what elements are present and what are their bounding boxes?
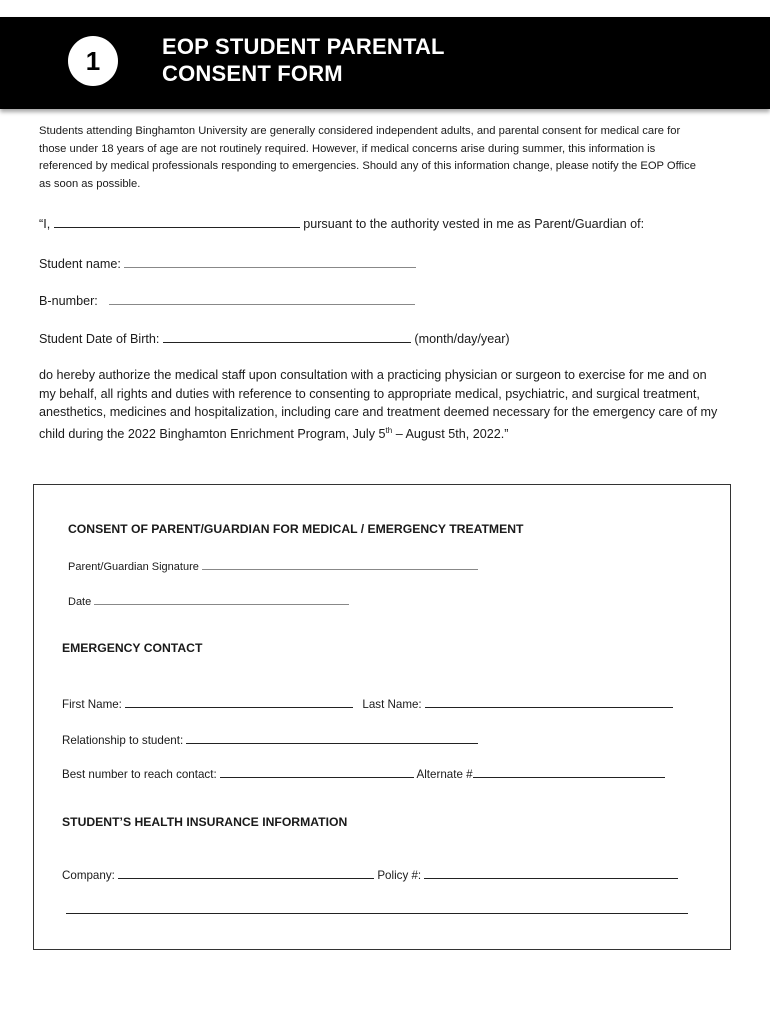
first-name-label: First Name: <box>62 698 122 711</box>
best-number-field[interactable] <box>220 765 414 778</box>
form-title-line1: EOP STUDENT PARENTAL <box>162 34 445 59</box>
dob-row <box>39 330 510 346</box>
authorization-end: – August 5th, 2022.” <box>392 426 509 441</box>
dob-format: (month/day/year) <box>414 332 510 346</box>
consent-heading: CONSENT OF PARENT/GUARDIAN FOR MEDICAL / EMERGENCY TREATMENT <box>68 522 524 536</box>
first-name-field[interactable] <box>125 695 353 708</box>
form-title-line2: CONSENT FORM <box>162 61 343 86</box>
student-name-label: Student name: <box>39 257 121 271</box>
declaration-open: “I, <box>39 217 51 231</box>
intro-paragraph: Students attending Binghamton University are generally considered independent adults, and parental consent for medical care for those under 18 years of age are not routinely required. However, if medical concerns arise during summer, this information is referenced by medical professionals responding to emergencies. Should any of this information change, please notify the EOP Office as soon as possible. <box>39 125 696 191</box>
signature-field[interactable] <box>202 557 478 570</box>
guardian-name-field[interactable] <box>54 215 300 228</box>
date-label: Date <box>68 596 92 608</box>
last-name-field[interactable] <box>425 695 673 708</box>
form-number-badge: 1 <box>68 36 118 86</box>
insurance-heading: STUDENT’S HEALTH INSURANCE INFORMATION <box>62 815 348 829</box>
contact-name-row <box>62 695 673 711</box>
emergency-heading: EMERGENCY CONTACT <box>62 641 203 655</box>
alternate-number-field[interactable] <box>473 765 665 778</box>
insurance-extra-row <box>66 901 688 919</box>
authorization-text: do hereby authorize the medical staff upon consultation with a practicing physician or surgeon to exercise for me and on my behalf, all rights and duties with reference to consenting to appropriate medical, psychiatric, and surgical treatment, anesthetics, medicines and hospitalization, including care and treatment deemed necessary for the emergency care of my child during the 2022 Binghamton Enrichment Program, July 5 <box>39 368 718 441</box>
phone-row <box>62 765 665 781</box>
form-title <box>162 33 445 87</box>
policy-field[interactable] <box>424 866 678 879</box>
declaration-line <box>39 215 644 231</box>
student-name-row <box>39 255 416 271</box>
declaration-rest: pursuant to the authority vested in me as Parent/Guardian of: <box>303 217 645 231</box>
authorization-sup: th <box>385 425 393 435</box>
date-row <box>68 592 349 608</box>
relationship-row <box>62 731 478 747</box>
bnumber-row <box>39 292 415 308</box>
relationship-label: Relationship to student: <box>62 734 184 747</box>
signature-row <box>68 557 478 573</box>
company-label: Company: <box>62 869 115 882</box>
date-field[interactable] <box>94 592 349 605</box>
student-name-field[interactable] <box>124 255 416 268</box>
alternate-label: Alternate # <box>416 768 473 781</box>
dob-field[interactable] <box>163 330 411 343</box>
consent-box <box>33 484 731 950</box>
last-name-label: Last Name: <box>362 698 422 711</box>
bnumber-label: B-number: <box>39 294 98 308</box>
best-number-label: Best number to reach contact: <box>62 768 217 781</box>
dob-label: Student Date of Birth: <box>39 332 160 346</box>
form-header <box>0 17 770 109</box>
company-field[interactable] <box>118 866 374 879</box>
authorization-paragraph <box>39 366 719 443</box>
policy-label: Policy #: <box>377 869 422 882</box>
signature-label: Parent/Guardian Signature <box>68 561 199 573</box>
relationship-field[interactable] <box>186 731 478 744</box>
bnumber-field[interactable] <box>109 292 415 305</box>
insurance-row <box>62 866 678 882</box>
insurance-extra-field[interactable] <box>66 901 688 914</box>
